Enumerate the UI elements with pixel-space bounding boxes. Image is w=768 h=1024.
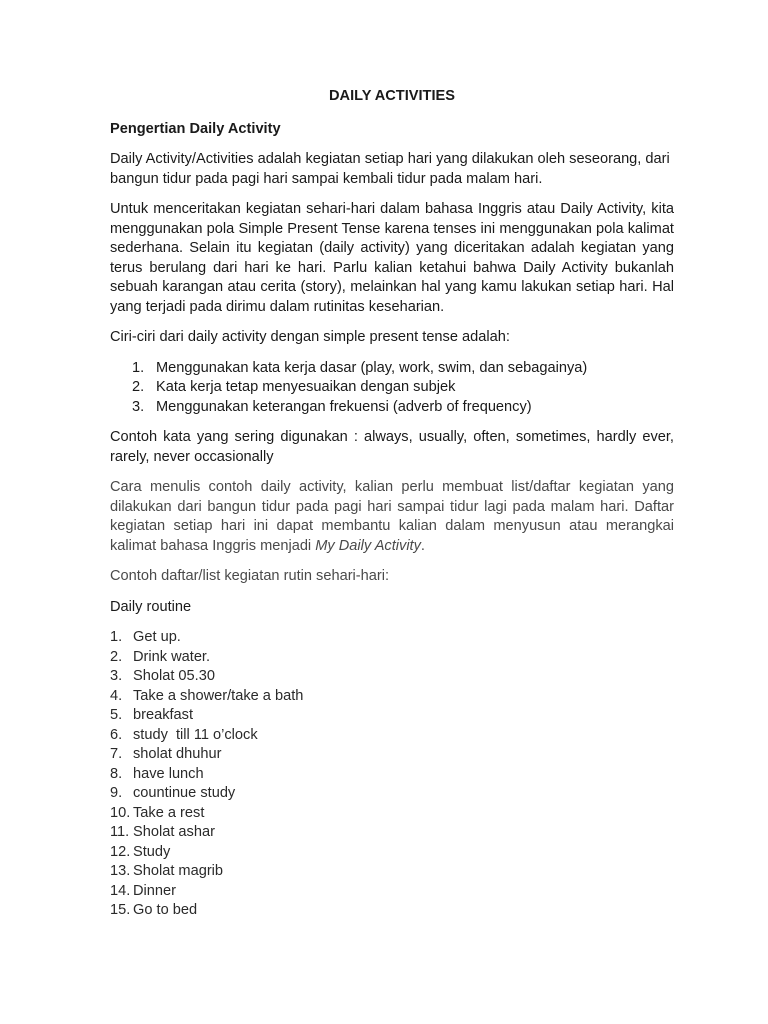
- routine-item-text: sholat dhuhur: [133, 746, 222, 762]
- routine-item-number: 12.: [110, 843, 131, 860]
- routine-list: [110, 628, 674, 921]
- routine-item-text: have lunch: [133, 765, 204, 782]
- routine-item-number: 4.: [110, 687, 123, 704]
- how-to-paragraph: [110, 478, 674, 556]
- routine-item-number: 15.: [110, 902, 131, 918]
- routine-item-text: Go to bed: [133, 902, 198, 918]
- routine-item-number: 14.: [110, 882, 131, 899]
- criteria-item-number: 2.: [132, 379, 145, 395]
- routine-item-number: 6.: [110, 726, 123, 743]
- criteria-item-text: Menggunakan keterangan frekuensi (adverb of frequency): [156, 398, 532, 415]
- routine-title: Daily routine: [110, 598, 192, 615]
- criteria-item-text: Menggunakan kata kerja dasar (play, work, swim, dan sebagainya): [156, 359, 588, 376]
- explanation-paragraph: Untuk menceritakan kegiatan sehari-hari dalam bahasa Inggris atau Daily Activity, kita menggunakan pola Simple Present Tense karena tenses ini menggunakan pola kalimat sederhana. Selain itu kegiatan (daily activity) yang diceritakan adalah kegiatan yang terus berulang dari hari ke hari. Parlu kalian ketahui bahwa Daily Activity bukanlah sebuah karangan atau cerita (story), melainkan hal yang kamu lakukan setiap hari. Hal yang terjadi pada dirimu dalam rutinitas keseharian.: [110, 201, 674, 315]
- criteria-item-number: 1.: [132, 359, 145, 376]
- document-title: DAILY ACTIVITIES: [329, 88, 455, 104]
- routine-item-text: Dinner: [133, 882, 176, 899]
- criteria-list: [110, 359, 674, 418]
- routine-item: [110, 726, 674, 746]
- routine-item-number: 8.: [110, 765, 123, 782]
- routine-item-text: Get up.: [133, 629, 181, 645]
- routine-item-text: breakfast: [133, 707, 194, 723]
- routine-item-number: 10.: [110, 804, 131, 821]
- routine-item-number: 13.: [110, 863, 131, 879]
- list-intro: Contoh daftar/list kegiatan rutin sehari-hari:: [110, 568, 390, 584]
- routine-item: [110, 784, 674, 804]
- routine-item-text: Take a rest: [133, 804, 205, 821]
- how-to-italic-title: My Daily Activity: [315, 537, 421, 554]
- routine-item-number: 5.: [110, 707, 123, 723]
- routine-item: [110, 706, 674, 726]
- routine-item: [110, 667, 674, 687]
- routine-item-text: Sholat magrib: [133, 863, 224, 879]
- criteria-item-number: 3.: [132, 398, 145, 415]
- routine-item-number: 9.: [110, 785, 123, 801]
- routine-item: [110, 823, 674, 843]
- criteria-item: [110, 378, 674, 398]
- section-heading: Pengertian Daily Activity: [110, 120, 281, 137]
- routine-item-text: Sholat 05.30: [133, 668, 215, 684]
- how-to-end: .: [420, 537, 425, 554]
- routine-item-number: 1.: [110, 629, 123, 645]
- routine-item: [110, 765, 674, 785]
- routine-item: [110, 843, 674, 863]
- routine-item: [110, 687, 674, 707]
- criteria-item-text: Kata kerja tetap menyesuaikan dengan subjek: [156, 379, 456, 395]
- routine-item-number: 7.: [110, 746, 123, 762]
- routine-item: [110, 648, 674, 668]
- criteria-item: [110, 359, 674, 379]
- examples-paragraph: Contoh kata yang sering digunakan : always, usually, often, sometimes, hardly ever, rarely, never occasionally: [110, 429, 674, 465]
- routine-item-number: 3.: [110, 668, 123, 684]
- routine-item: [110, 862, 674, 882]
- routine-item: [110, 882, 674, 902]
- routine-item: [110, 628, 674, 648]
- criteria-intro: Ciri-ciri dari daily activity dengan simple present tense adalah:: [110, 329, 510, 345]
- routine-item-text: Take a shower/take a bath: [133, 687, 304, 704]
- document-content: [110, 87, 674, 921]
- routine-item-text: Study: [133, 843, 171, 860]
- routine-item: [110, 745, 674, 765]
- criteria-item: [110, 398, 674, 418]
- routine-item-text: Sholat ashar: [133, 824, 215, 840]
- routine-item-text: Drink water.: [133, 648, 211, 665]
- routine-item-number: 2.: [110, 648, 123, 665]
- routine-item: [110, 901, 674, 921]
- routine-item-number: 11.: [110, 824, 130, 840]
- routine-item: [110, 804, 674, 824]
- routine-item-text: study till 11 o’clock: [133, 726, 258, 743]
- definition-paragraph: Daily Activity/Activities adalah kegiatan setiap hari yang dilakukan oleh seseorang, dari bangun tidur pada pagi hari sampai kembali tidur pada malam hari.: [110, 151, 670, 187]
- how-to-text: Cara menulis contoh daily activity, kalian perlu membuat list/daftar kegiatan yang dilakukan dari bangun tidur pada pagi hari sampai tidur lagi pada malam hari. Daftar kegiatan setiap hari ini dapat membantu kalian dalam menyusun atau merangkai kalimat bahasa Inggris menjadi: [110, 479, 674, 554]
- routine-item-text: countinue study: [133, 785, 236, 801]
